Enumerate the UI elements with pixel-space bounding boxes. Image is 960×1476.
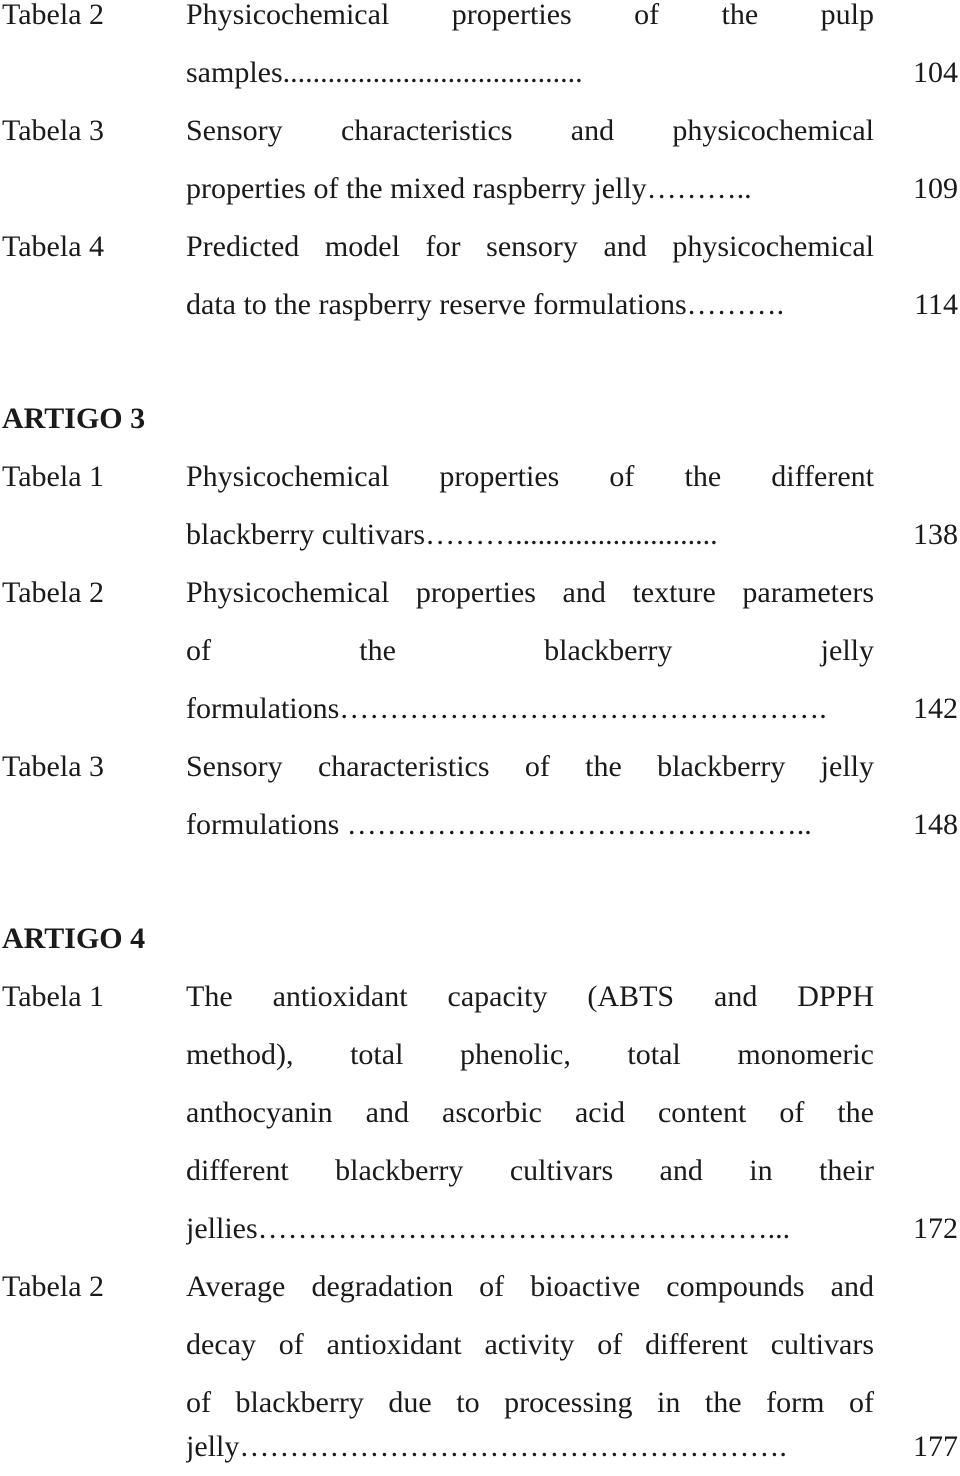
entry-page-number: 148	[913, 808, 958, 841]
entry-title-line: properties of the mixed raspberry jelly………..	[186, 172, 752, 205]
entry-title-line: Physicochemical properties and texture parameters	[186, 576, 874, 609]
entry-page-number: 104	[913, 56, 958, 89]
section-heading: ARTIGO 4	[2, 922, 146, 955]
entry-label: Tabela 3	[2, 750, 105, 783]
entry-title-line: formulations………………………………………….	[186, 692, 827, 725]
entry-title-line: Sensory characteristics of the blackberry jelly	[186, 750, 874, 783]
entry-label: Tabela 2	[2, 0, 105, 31]
entry-title-line: Sensory characteristics and physicochemical	[186, 114, 874, 147]
entry-title-line: of the blackberry jelly	[186, 634, 874, 667]
entry-label: Tabela 1	[2, 980, 105, 1013]
entry-label: Tabela 4	[2, 230, 105, 263]
entry-title-line: data to the raspberry reserve formulations……….	[186, 288, 785, 321]
entry-title-line: decay of antioxidant activity of different cultivars	[186, 1328, 874, 1361]
entry-title-line: of blackberry due to processing in the form of	[186, 1386, 874, 1419]
entry-page-number: 109	[913, 172, 958, 205]
entry-title-line: Physicochemical properties of the pulp	[186, 0, 874, 31]
entry-label: Tabela 1	[2, 460, 105, 493]
entry-title-line: Predicted model for sensory and physicochemical	[186, 230, 874, 263]
entry-label: Tabela 2	[2, 576, 105, 609]
entry-page-number: 172	[913, 1212, 958, 1245]
entry-title-line: formulations ………………………………………..	[186, 808, 812, 841]
entry-title-line: method), total phenolic, total monomeric	[186, 1038, 874, 1071]
entry-title-line: anthocyanin and ascorbic acid content of the	[186, 1096, 874, 1129]
entry-title-line: The antioxidant capacity (ABTS and DPPH	[186, 980, 874, 1013]
entry-title-line: different blackberry cultivars and in their	[186, 1154, 874, 1187]
entry-title-line: jellies……………………………………………...	[186, 1212, 791, 1245]
entry-page-number: 114	[914, 288, 958, 321]
entry-title-line: jelly……………………………………………….	[186, 1430, 787, 1463]
entry-label: Tabela 2	[2, 1270, 105, 1303]
entry-title-line: samples........................................	[186, 56, 583, 89]
section-heading: ARTIGO 3	[2, 402, 146, 435]
entry-label: Tabela 3	[2, 114, 105, 147]
entry-page-number: 142	[913, 692, 958, 725]
entry-page-number: 138	[913, 518, 958, 551]
entry-title-line: Average degradation of bioactive compounds and	[186, 1270, 874, 1303]
entry-page-number: 177	[913, 1430, 958, 1463]
entry-title-line: Physicochemical properties of the different	[186, 460, 874, 493]
entry-title-line: blackberry cultivars………...........................	[186, 518, 718, 551]
